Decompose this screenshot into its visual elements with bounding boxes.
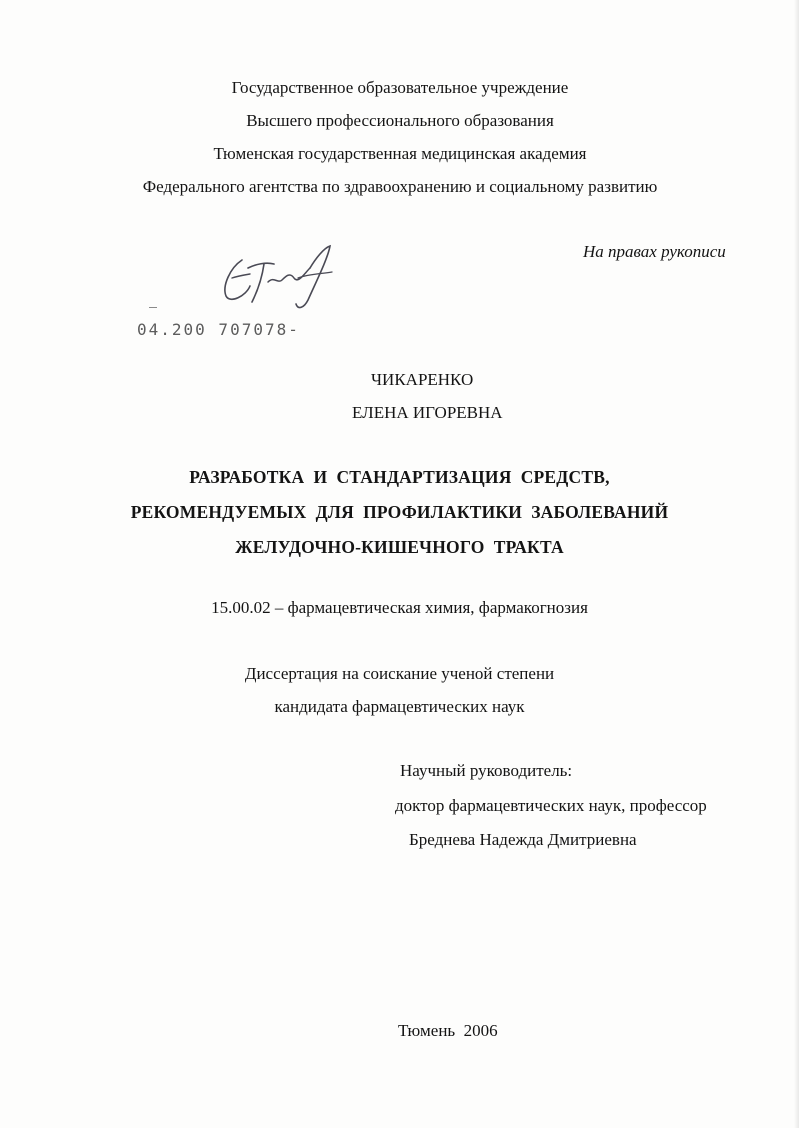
institution-level: Высшего профессионального образования <box>246 111 554 130</box>
specialty-code: 15.00.02 – фармацевтическая химия, фармакогнозия <box>211 598 588 617</box>
dissertation-title-line-3: ЖЕЛУДОЧНО-КИШЕЧНОГО ТРАКТА <box>235 537 564 557</box>
signature-icon <box>212 238 342 323</box>
city-year: Тюмень 2006 <box>398 1021 498 1040</box>
manuscript-rights-note: На правах рукописи <box>583 242 726 261</box>
author-given-names: ЕЛЕНА ИГОРЕВНА <box>352 403 503 422</box>
institution-type: Государственное образовательное учреждение <box>231 78 569 97</box>
supervisor-rank: доктор фармацевтических наук, профессор <box>395 796 707 815</box>
archive-stamp-number: 04.200 707078- <box>137 320 300 339</box>
supervisor-label: Научный руководитель: <box>400 761 573 780</box>
degree-line-2: кандидата фармацевтических наук <box>274 697 525 716</box>
dissertation-title-line-1: РАЗРАБОТКА И СТАНДАРТИЗАЦИЯ СРЕДСТВ, <box>189 467 610 487</box>
dissertation-title-line-2: РЕКОМЕНДУЕМЫХ ДЛЯ ПРОФИЛАКТИКИ ЗАБОЛЕВАНИЙ <box>130 502 669 522</box>
institution-name: Тюменская государственная медицинская академия <box>213 144 587 163</box>
degree-line-1: Диссертация на соискание ученой степени <box>244 664 555 683</box>
scan-edge-shadow <box>794 0 799 1128</box>
author-surname: ЧИКАРЕНКО <box>371 370 474 389</box>
institution-agency: Федерального агентства по здравоохранению и социальному развитию <box>142 177 658 196</box>
stamp-mark <box>149 307 157 308</box>
supervisor-name: Бреднева Надежда Дмитриевна <box>409 830 637 849</box>
